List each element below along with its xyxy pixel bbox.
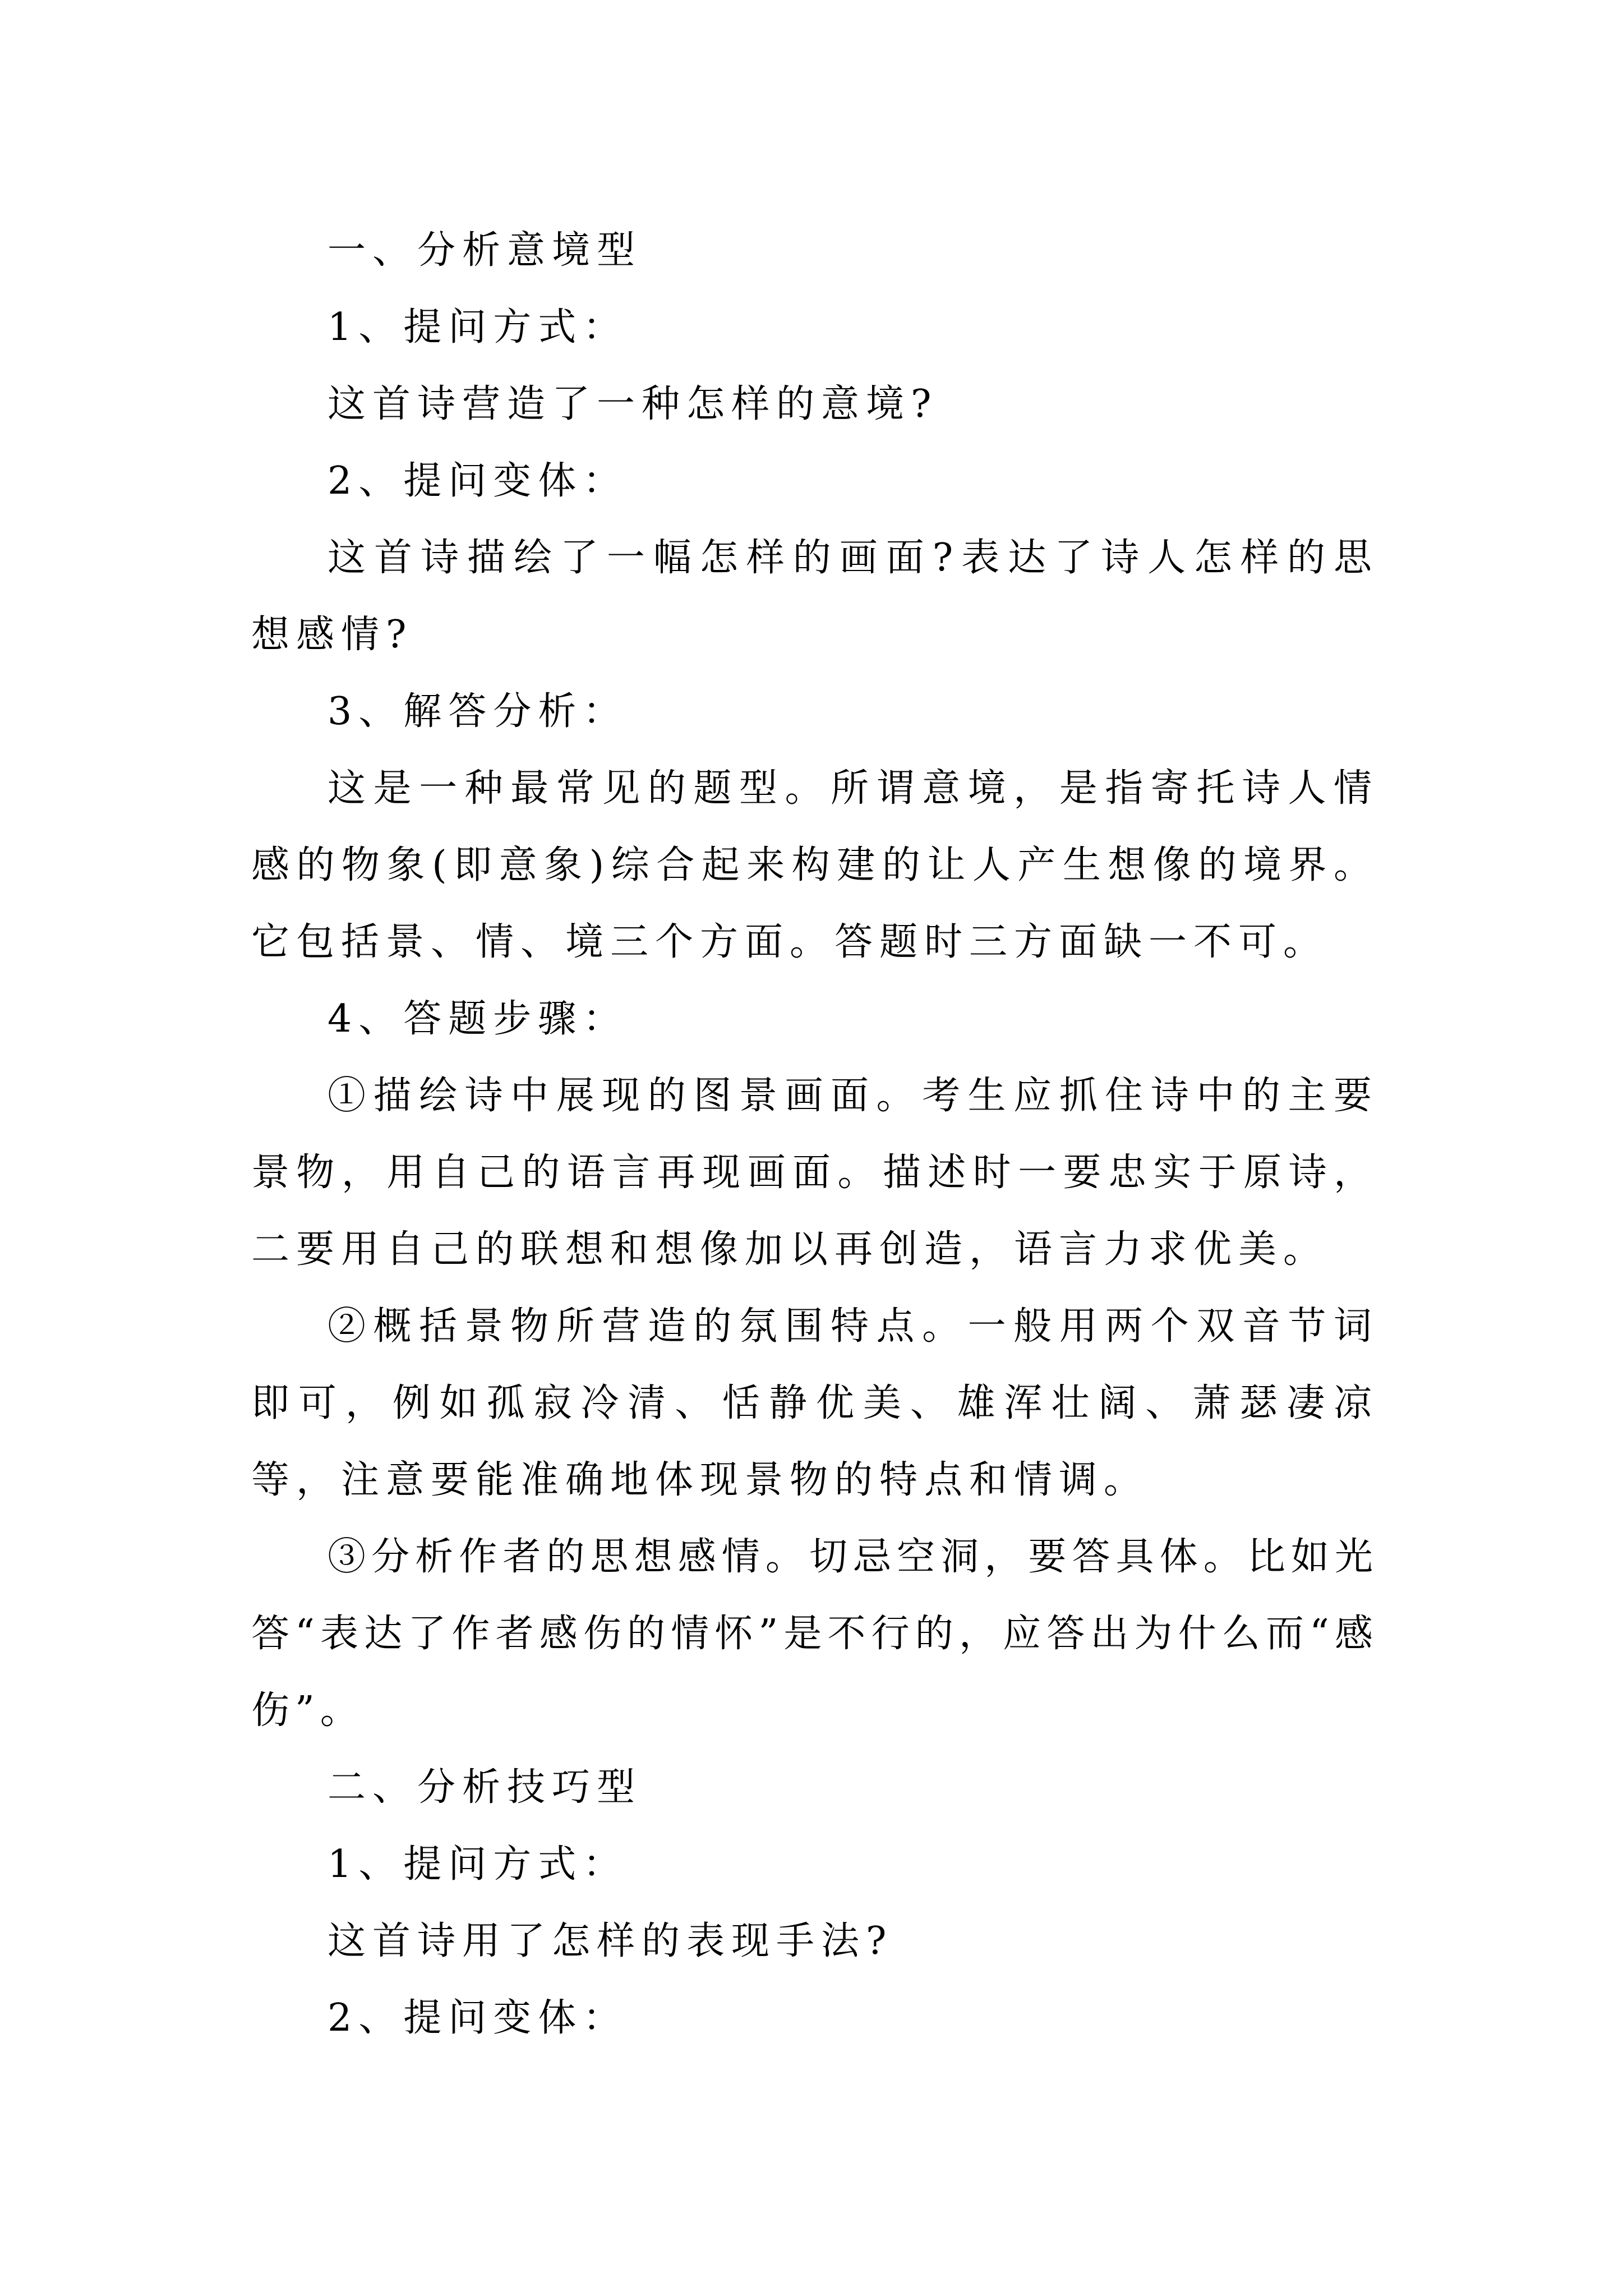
list-item-step-2: ②概括景物所营造的氛围特点。一般用两个双音节词即可，例如孤寂冷清、恬静优美、雄浑壮阔、萧瑟凄凉等，注意要能准确地体现景物的特点和情调。 [251,1304,1378,1502]
subheading-answer-analysis: 3、解答分析： [328,689,628,734]
document-body [251,212,1378,2056]
section-heading-2: 二、分析技巧型 [328,1765,642,1810]
subheading-question-format: 1、提问方式： [328,1842,628,1887]
body-paragraph: 这首诗营造了一种怎样的意境? [328,382,938,426]
body-paragraph: 这是一种最常见的题型。所谓意境，是指寄托诗人情感的物象(即意象)综合起来构建的让人产生想像的境界。它包括景、情、境三个方面。答题时三方面缺一不可。 [251,766,1378,964]
subheading-answer-steps: 4、答题步骤： [328,997,628,1041]
list-item-step-1: ①描绘诗中展现的图景画面。考生应抓住诗中的主要景物，用自己的语言再现画面。描述时一要忠实于原诗，二要用自己的联想和想像加以再创造，语言力求优美。 [251,1074,1378,1272]
section-heading-1: 一、分析意境型 [328,228,642,273]
body-paragraph: 这首诗用了怎样的表现手法? [328,1919,893,1963]
body-paragraph: 这首诗描绘了一幅怎样的画面?表达了诗人怎样的思想感情? [251,536,1378,657]
list-item-step-3: ③分析作者的思想感情。切忌空洞，要答具体。比如光答“表达了作者感伤的情怀”是不行的，应答出为什么而“感伤”。 [251,1535,1378,1733]
subheading-question-variant: 2、提问变体： [328,1996,628,2040]
subheading-question-variant: 2、提问变体： [328,459,628,503]
subheading-question-format: 1、提问方式： [328,305,628,349]
